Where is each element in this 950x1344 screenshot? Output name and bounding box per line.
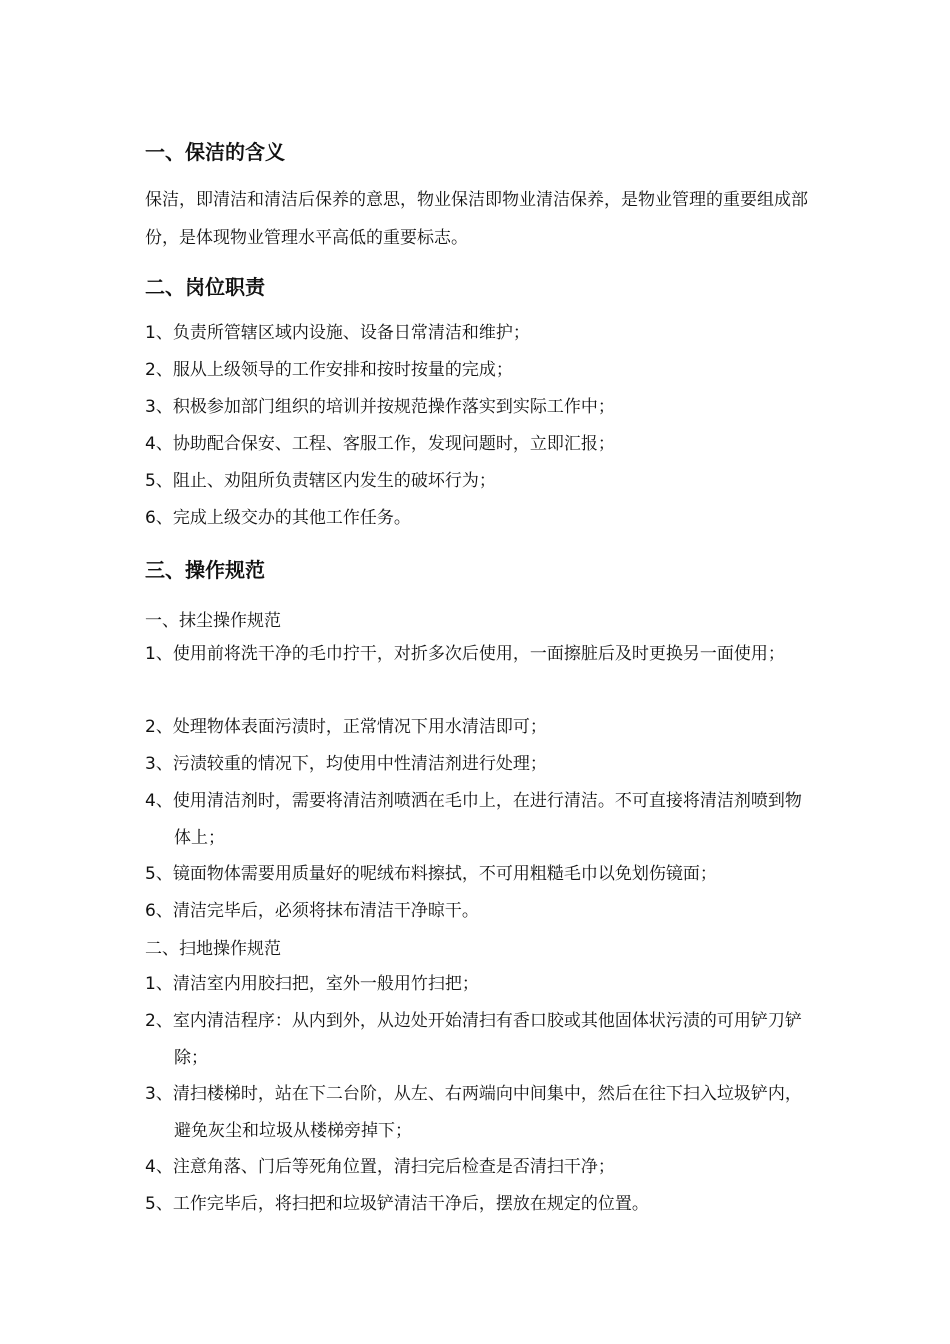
sweeping-item: 5、工作完毕后，将扫把和垃圾铲清洁干净后，摆放在规定的位置。	[145, 1194, 649, 1214]
duty-item: 2、服从上级领导的工作安排和按时按量的完成；	[145, 360, 513, 380]
sweeping-item: 4、注意角落、门后等死角位置，清扫完后检查是否清扫干净；	[145, 1157, 615, 1177]
dusting-item: 3、污渍较重的情况下，均使用中性清洁剂进行处理；	[145, 754, 547, 774]
duty-item: 1、负责所管辖区域内设施、设备日常清洁和维护；	[145, 323, 530, 343]
dusting-item: 4、使用清洁剂时，需要将清洁剂喷洒在毛巾上，在进行清洁。不可直接将清洁剂喷到物体上；	[145, 791, 802, 848]
subsection-heading-dusting: 一、抹尘操作规范	[145, 611, 281, 631]
duty-item: 4、协助配合保安、工程、客服工作，发现问题时，立即汇报；	[145, 434, 615, 454]
dusting-item: 2、处理物体表面污渍时，正常情况下用水清洁即可；	[145, 717, 547, 737]
sweeping-item: 3、清扫楼梯时，站在下二台阶，从左、右两端向中间集中，然后在往下扫入垃圾铲内，避免灰尘和垃圾从楼梯旁掉下；	[145, 1084, 802, 1141]
duty-item: 6、完成上级交办的其他工作任务。	[145, 508, 411, 528]
dusting-item: 1、使用前将洗干净的毛巾拧干，对折多次后使用，一面擦脏后及时更换另一面使用；	[145, 644, 785, 664]
subsection-heading-sweeping: 二、扫地操作规范	[145, 939, 281, 959]
section-heading-meaning: 一、保洁的含义	[145, 140, 285, 164]
dusting-item: 6、清洁完毕后，必须将抹布清洁干净晾干。	[145, 901, 479, 921]
sweeping-item: 2、室内清洁程序：从内到外，从边处开始清扫有香口胶或其他固体状污渍的可用铲刀铲除；	[145, 1011, 802, 1068]
duty-item: 5、阻止、劝阻所负责辖区内发生的破坏行为；	[145, 471, 496, 491]
sweeping-item: 1、清洁室内用胶扫把，室外一般用竹扫把；	[145, 974, 479, 994]
duty-item: 3、积极参加部门组织的培训并按规范操作落实到实际工作中；	[145, 397, 615, 417]
section-heading-procedures: 三、操作规范	[145, 558, 265, 582]
dusting-item: 5、镜面物体需要用质量好的呢绒布料擦拭，不可用粗糙毛巾以免划伤镜面；	[145, 864, 717, 884]
section-heading-duties: 二、岗位职责	[145, 275, 265, 299]
meaning-paragraph: 保洁，即清洁和清洁后保养的意思，物业保洁即物业清洁保养，是物业管理的重要组成部份，是体现物业管理水平高低的重要标志。	[145, 190, 808, 248]
